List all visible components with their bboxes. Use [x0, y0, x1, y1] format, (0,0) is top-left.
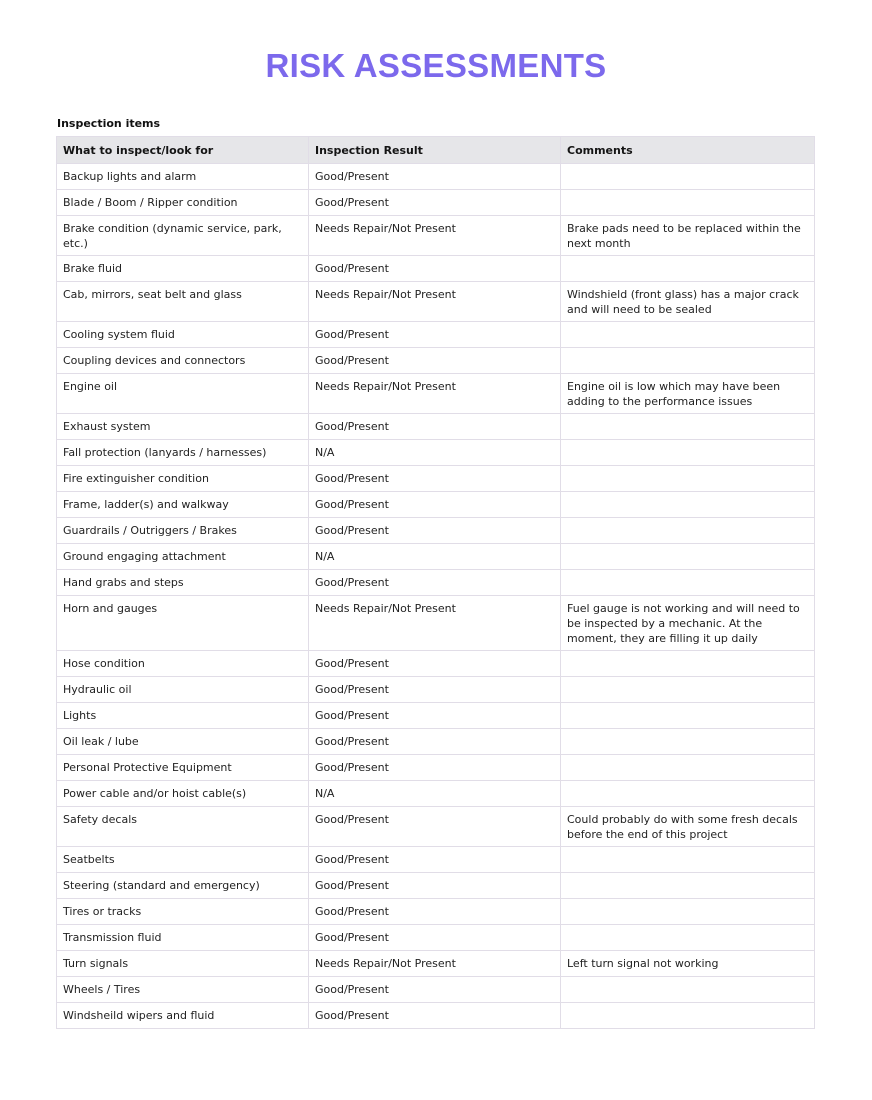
inspect-item-cell: Ground engaging attachment [57, 544, 309, 570]
inspection-result-cell: N/A [309, 781, 561, 807]
comment-cell: Engine oil is low which may have been adding to the performance issues [561, 374, 815, 414]
inspection-result-cell: Good/Present [309, 348, 561, 374]
inspection-result-cell: Good/Present [309, 492, 561, 518]
inspection-result-cell: Good/Present [309, 256, 561, 282]
inspection-result-cell: Good/Present [309, 977, 561, 1003]
comment-cell [561, 899, 815, 925]
comment-cell [561, 440, 815, 466]
table-row [57, 899, 815, 925]
table-row [57, 466, 815, 492]
inspection-result-cell: Good/Present [309, 190, 561, 216]
table-header [57, 137, 815, 164]
table-row [57, 492, 815, 518]
inspect-item-cell: Personal Protective Equipment [57, 755, 309, 781]
inspection-result-cell: Good/Present [309, 466, 561, 492]
inspection-result-cell: Good/Present [309, 847, 561, 873]
table-row [57, 256, 815, 282]
inspect-item-cell: Power cable and/or hoist cable(s) [57, 781, 309, 807]
table-row [57, 925, 815, 951]
comment-cell [561, 466, 815, 492]
comment-cell: Left turn signal not working [561, 951, 815, 977]
inspection-result-cell: Good/Present [309, 755, 561, 781]
table-row [57, 951, 815, 977]
inspect-item-cell: Wheels / Tires [57, 977, 309, 1003]
table-row [57, 1003, 815, 1029]
inspect-item-cell: Cab, mirrors, seat belt and glass [57, 282, 309, 322]
inspection-table [56, 136, 815, 1029]
section-label: Inspection items [57, 117, 161, 130]
inspect-item-cell: Hand grabs and steps [57, 570, 309, 596]
inspection-result-cell: Good/Present [309, 873, 561, 899]
comment-cell: Windshield (front glass) has a major crack and will need to be sealed [561, 282, 815, 322]
comment-cell [561, 677, 815, 703]
inspection-result-cell: Good/Present [309, 807, 561, 847]
table-row [57, 216, 815, 256]
comment-cell [561, 755, 815, 781]
table-row [57, 282, 815, 322]
table-row [57, 544, 815, 570]
comment-cell [561, 322, 815, 348]
inspection-result-cell: Good/Present [309, 1003, 561, 1029]
comment-cell [561, 729, 815, 755]
inspection-result-cell: Good/Present [309, 518, 561, 544]
table-row [57, 703, 815, 729]
inspect-item-cell: Backup lights and alarm [57, 164, 309, 190]
inspection-result-cell: Good/Present [309, 164, 561, 190]
inspection-result-cell: Good/Present [309, 925, 561, 951]
comment-cell [561, 518, 815, 544]
inspect-item-cell: Turn signals [57, 951, 309, 977]
inspection-result-cell: Needs Repair/Not Present [309, 216, 561, 256]
comment-cell: Brake pads need to be replaced within the next month [561, 216, 815, 256]
comment-cell [561, 414, 815, 440]
comment-cell [561, 977, 815, 1003]
table-row [57, 977, 815, 1003]
inspection-result-cell: Good/Present [309, 729, 561, 755]
inspect-item-cell: Oil leak / lube [57, 729, 309, 755]
comment-cell: Fuel gauge is not working and will need to be inspected by a mechanic. At the moment, they are filling it up daily [561, 596, 815, 651]
inspect-item-cell: Horn and gauges [57, 596, 309, 651]
table-row [57, 374, 815, 414]
table-row [57, 414, 815, 440]
table-row [57, 570, 815, 596]
table-row [57, 807, 815, 847]
comment-cell [561, 544, 815, 570]
inspect-item-cell: Brake fluid [57, 256, 309, 282]
inspect-item-cell: Coupling devices and connectors [57, 348, 309, 374]
inspection-result-cell: Good/Present [309, 651, 561, 677]
inspection-result-cell: Good/Present [309, 570, 561, 596]
comment-cell [561, 651, 815, 677]
table-row [57, 781, 815, 807]
inspect-item-cell: Blade / Boom / Ripper condition [57, 190, 309, 216]
inspection-result-cell: N/A [309, 440, 561, 466]
comment-cell [561, 873, 815, 899]
comment-cell [561, 781, 815, 807]
inspect-item-cell: Cooling system fluid [57, 322, 309, 348]
inspect-item-cell: Transmission fluid [57, 925, 309, 951]
table-row [57, 440, 815, 466]
table-row [57, 596, 815, 651]
header-comments: Comments [561, 137, 815, 164]
inspect-item-cell: Seatbelts [57, 847, 309, 873]
table-row [57, 873, 815, 899]
table-body [57, 164, 815, 1029]
header-inspection-result: Inspection Result [309, 137, 561, 164]
inspection-result-cell: N/A [309, 544, 561, 570]
table-row [57, 190, 815, 216]
table-row [57, 651, 815, 677]
table-row [57, 348, 815, 374]
inspect-item-cell: Guardrails / Outriggers / Brakes [57, 518, 309, 544]
table-row [57, 755, 815, 781]
comment-cell [561, 256, 815, 282]
header-inspect-item: What to inspect/look for [57, 137, 309, 164]
table-row [57, 164, 815, 190]
comment-cell [561, 348, 815, 374]
inspect-item-cell: Safety decals [57, 807, 309, 847]
comment-cell [561, 925, 815, 951]
inspect-item-cell: Tires or tracks [57, 899, 309, 925]
inspect-item-cell: Exhaust system [57, 414, 309, 440]
inspect-item-cell: Steering (standard and emergency) [57, 873, 309, 899]
table-row [57, 518, 815, 544]
comment-cell [561, 1003, 815, 1029]
comment-cell [561, 847, 815, 873]
comment-cell [561, 190, 815, 216]
inspection-result-cell: Good/Present [309, 899, 561, 925]
inspection-result-cell: Needs Repair/Not Present [309, 951, 561, 977]
table-row [57, 729, 815, 755]
inspection-result-cell: Good/Present [309, 414, 561, 440]
inspect-item-cell: Engine oil [57, 374, 309, 414]
inspect-item-cell: Fall protection (lanyards / harnesses) [57, 440, 309, 466]
comment-cell [561, 492, 815, 518]
inspection-result-cell: Good/Present [309, 322, 561, 348]
inspect-item-cell: Lights [57, 703, 309, 729]
table-row [57, 677, 815, 703]
header-row [57, 137, 815, 164]
comment-cell [561, 570, 815, 596]
inspection-result-cell: Needs Repair/Not Present [309, 596, 561, 651]
page-title: RISK ASSESSMENTS [265, 47, 607, 84]
comment-cell: Could probably do with some fresh decals before the end of this project [561, 807, 815, 847]
inspection-result-cell: Needs Repair/Not Present [309, 374, 561, 414]
table-row [57, 322, 815, 348]
inspection-result-cell: Good/Present [309, 677, 561, 703]
inspect-item-cell: Fire extinguisher condition [57, 466, 309, 492]
comment-cell [561, 703, 815, 729]
inspection-result-cell: Good/Present [309, 703, 561, 729]
inspect-item-cell: Windsheild wipers and fluid [57, 1003, 309, 1029]
inspect-item-cell: Frame, ladder(s) and walkway [57, 492, 309, 518]
table-row [57, 847, 815, 873]
inspect-item-cell: Brake condition (dynamic service, park, etc.) [57, 216, 309, 256]
inspect-item-cell: Hose condition [57, 651, 309, 677]
inspection-result-cell: Needs Repair/Not Present [309, 282, 561, 322]
inspect-item-cell: Hydraulic oil [57, 677, 309, 703]
comment-cell [561, 164, 815, 190]
